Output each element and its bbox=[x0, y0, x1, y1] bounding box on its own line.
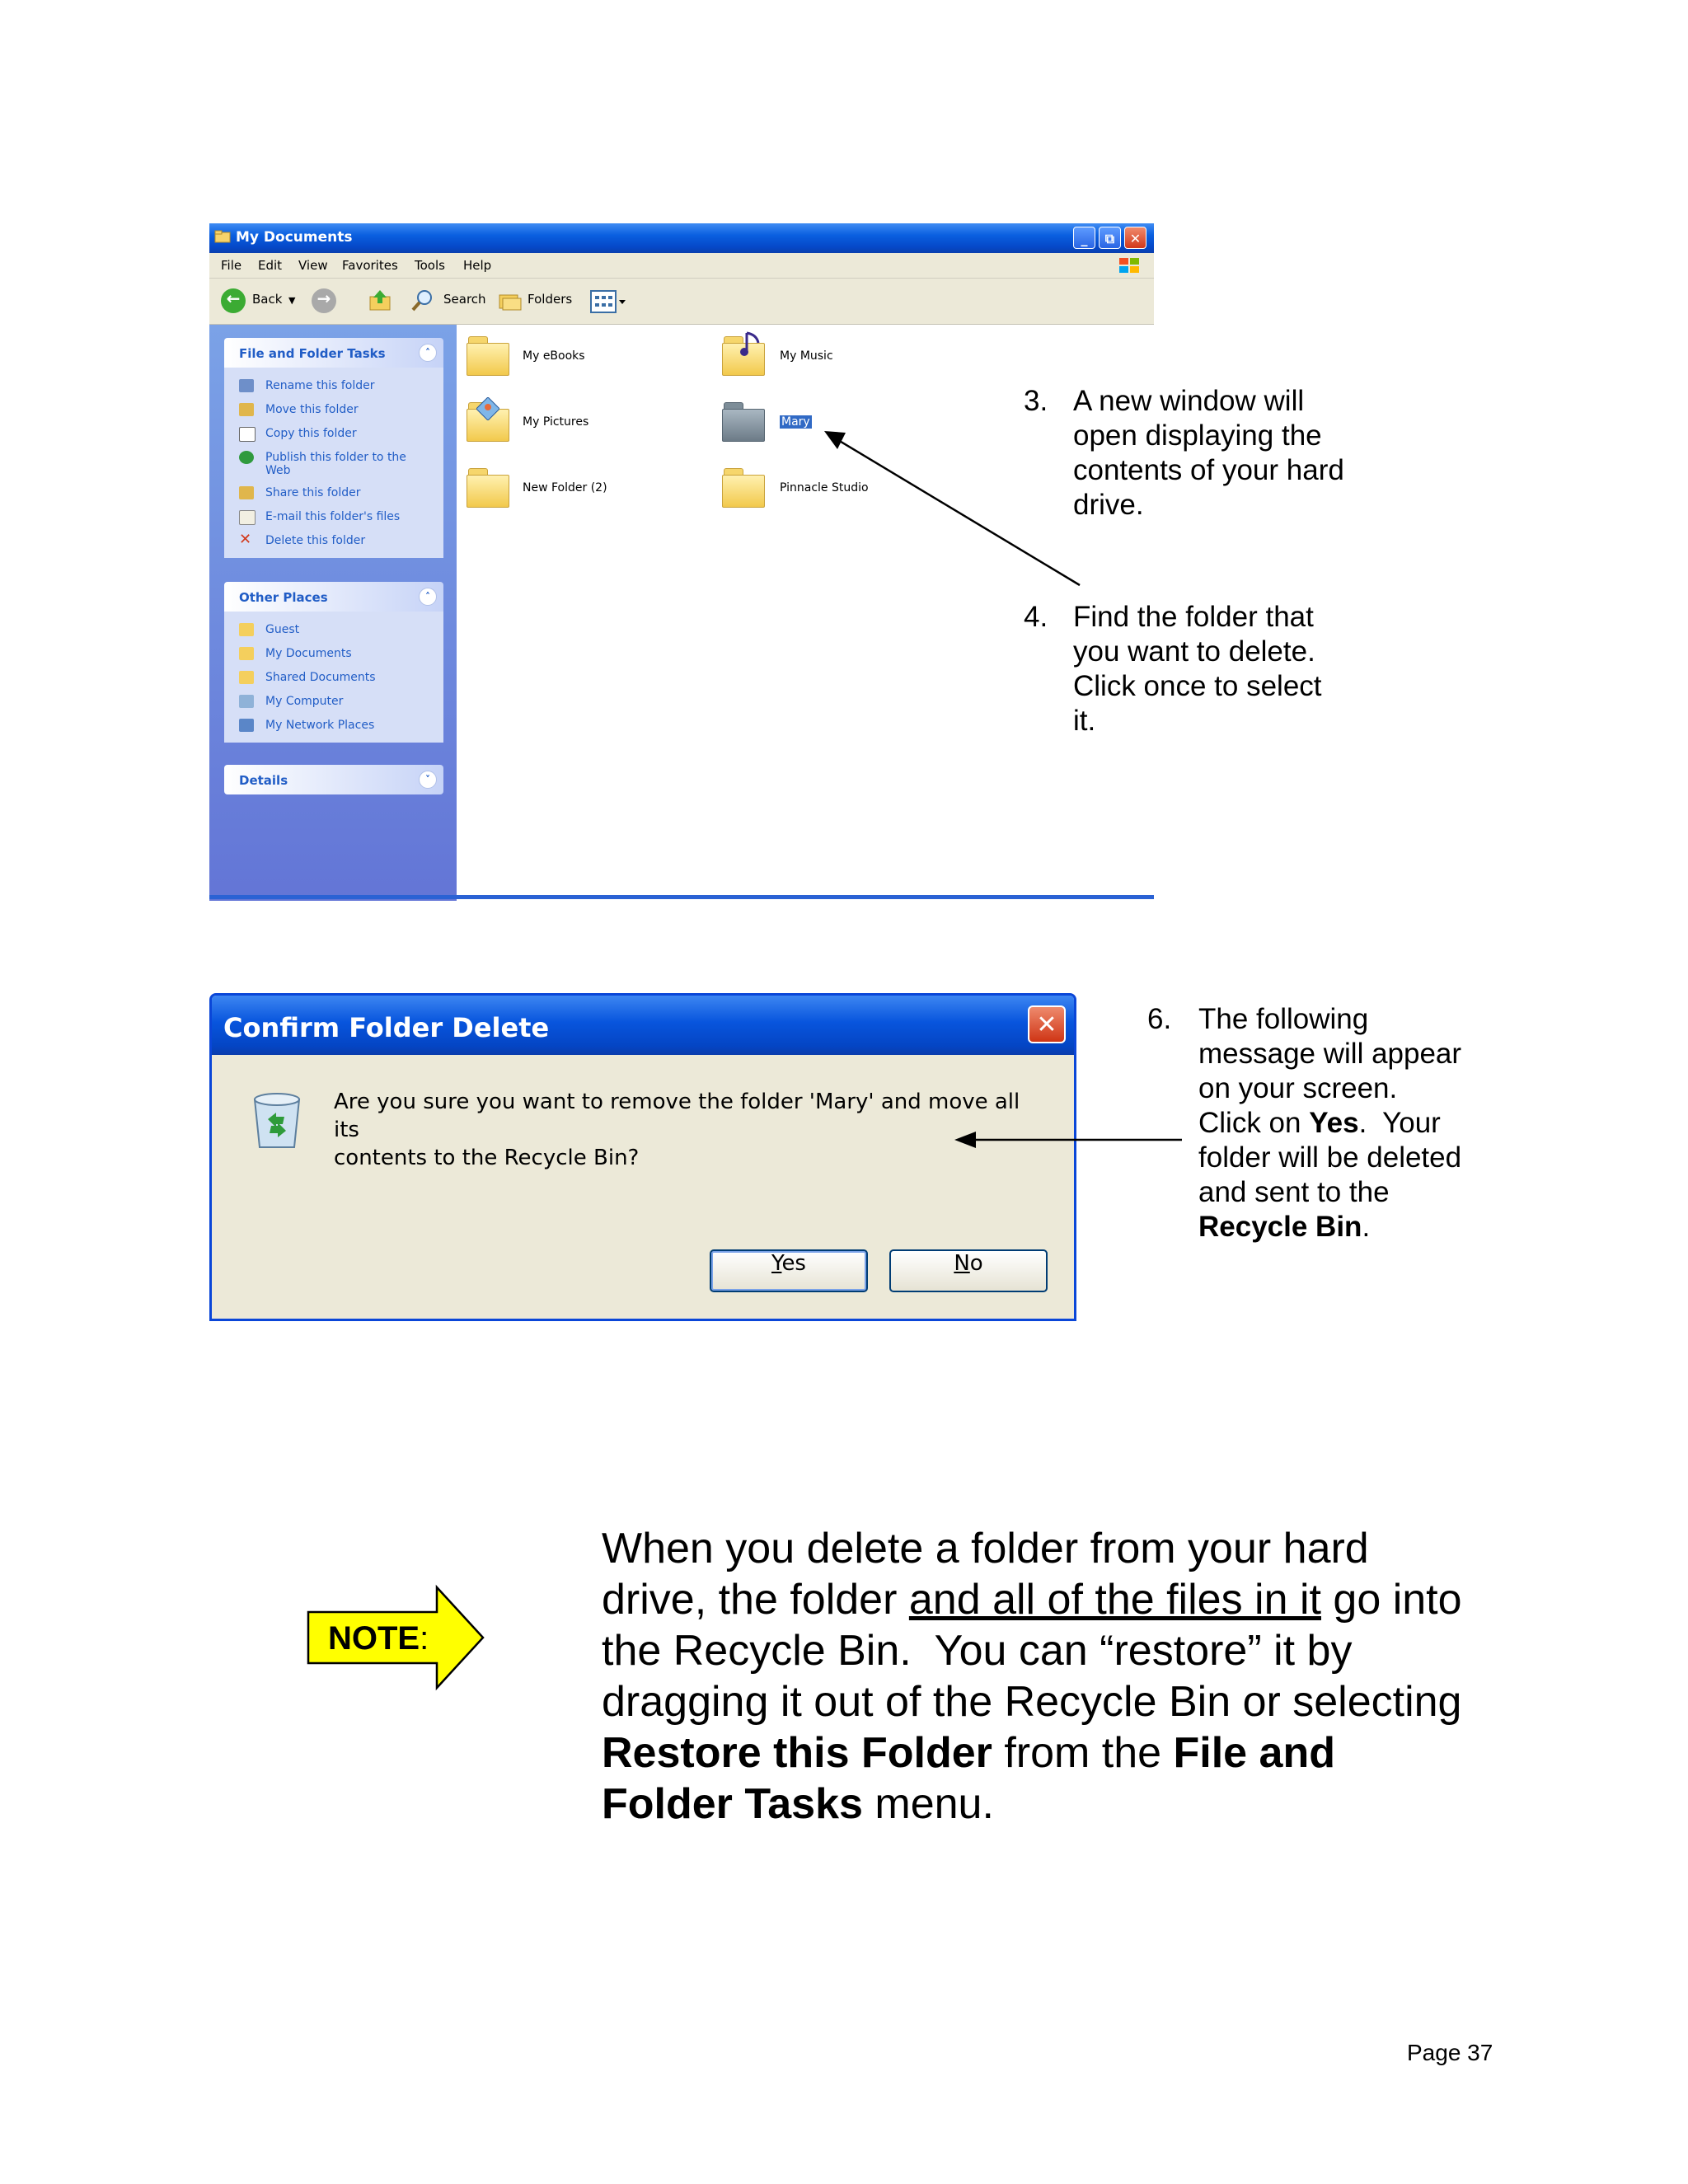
folder-label-new-folder-2[interactable]: New Folder (2) bbox=[523, 481, 607, 494]
title-bar bbox=[209, 223, 1154, 253]
folders-button[interactable]: Folders bbox=[528, 292, 573, 307]
task-publish-folder[interactable]: Publish this folder to the Web bbox=[224, 446, 443, 481]
network-icon bbox=[239, 719, 254, 732]
step-4-line-4: it. bbox=[1073, 705, 1096, 737]
note-label: NOTE: bbox=[328, 1620, 429, 1657]
dialog-title-bar bbox=[212, 996, 1074, 1055]
views-icon[interactable] bbox=[590, 290, 626, 313]
folder-icon[interactable] bbox=[465, 468, 511, 508]
task-move-folder[interactable]: Move this folder bbox=[224, 398, 443, 422]
email-icon bbox=[239, 510, 256, 525]
folder-label-my-music[interactable]: My Music bbox=[780, 349, 833, 363]
other-places-header[interactable] bbox=[224, 582, 443, 612]
menu-edit[interactable]: Edit bbox=[258, 258, 283, 273]
window-title: My Documents bbox=[236, 229, 353, 246]
step-3-line-2: open displaying the bbox=[1073, 419, 1322, 452]
folder-icon bbox=[239, 623, 254, 636]
place-my-network-places[interactable]: My Network Places bbox=[224, 714, 443, 738]
back-button[interactable]: Back bbox=[252, 292, 283, 307]
menu-bar bbox=[209, 253, 1154, 279]
computer-icon bbox=[239, 695, 254, 708]
copy-icon bbox=[239, 427, 256, 442]
no-button[interactable] bbox=[889, 1249, 1048, 1292]
folder-icon bbox=[239, 647, 254, 660]
other-places-heading: Other Places bbox=[239, 590, 328, 605]
back-dropdown-icon[interactable]: ▼ bbox=[288, 295, 296, 306]
folder-label-my-ebooks[interactable]: My eBooks bbox=[523, 349, 585, 363]
pictures-folder-icon[interactable] bbox=[465, 402, 511, 442]
details-heading: Details bbox=[239, 773, 288, 788]
menu-view[interactable]: View bbox=[298, 258, 328, 273]
yes-label-rest: es bbox=[781, 1251, 806, 1276]
yes-button[interactable] bbox=[710, 1249, 868, 1292]
search-button[interactable]: Search bbox=[443, 292, 486, 307]
note-text: When you delete a folder from your hard drive, the folder and all of the files in it go into the Recycle Bin. You can “restore” it by dragging it out of the Recycle Bin or selecting Restore this Folder from the File and Folder Tasks menu. bbox=[602, 1525, 1474, 1828]
file-folder-tasks-heading: File and Folder Tasks bbox=[239, 346, 386, 361]
yes-mnemonic: Y bbox=[771, 1251, 782, 1276]
selected-folder-icon[interactable] bbox=[720, 402, 767, 442]
music-folder-icon[interactable] bbox=[720, 336, 767, 376]
toolbar bbox=[209, 279, 1154, 325]
window-bottom-edge bbox=[209, 895, 1154, 899]
step-6-number: 6. bbox=[1147, 1003, 1172, 1035]
windows-logo-icon bbox=[1118, 256, 1141, 274]
step-6-line-1: The following bbox=[1198, 1003, 1369, 1035]
dialog-close-button[interactable]: ✕ bbox=[1028, 1005, 1066, 1043]
step-3-line-3: contents of your hard bbox=[1073, 454, 1344, 486]
task-delete-folder[interactable]: ✕ Delete this folder bbox=[239, 531, 366, 548]
step-6-line-2: message will appear bbox=[1198, 1038, 1462, 1070]
step-6-line-3: on your screen. bbox=[1198, 1072, 1398, 1104]
close-button[interactable]: ✕ bbox=[1124, 227, 1146, 249]
task-copy-folder[interactable]: Copy this folder bbox=[224, 422, 443, 446]
move-icon bbox=[239, 403, 254, 416]
task-rename-folder[interactable]: Rename this folder bbox=[224, 374, 443, 398]
step-4-number: 4. bbox=[1024, 601, 1048, 633]
forward-icon[interactable]: → bbox=[312, 288, 336, 313]
place-shared-documents[interactable]: Shared Documents bbox=[224, 666, 443, 690]
task-pane bbox=[209, 325, 457, 901]
step-6-line-7: Recycle Bin. bbox=[1198, 1211, 1371, 1243]
step-4 bbox=[1024, 600, 1485, 740]
step-6 bbox=[1147, 1002, 1609, 1249]
menu-help[interactable]: Help bbox=[463, 258, 492, 273]
details-panel bbox=[224, 765, 443, 794]
details-header[interactable] bbox=[224, 765, 443, 794]
dialog-message bbox=[334, 1088, 1026, 1172]
rename-icon bbox=[239, 379, 254, 392]
place-my-documents[interactable]: My Documents bbox=[224, 642, 443, 666]
step-3-line-1: A new window will bbox=[1073, 385, 1305, 417]
folder-icon[interactable] bbox=[720, 468, 767, 508]
step-6-line-6: and sent to the bbox=[1198, 1176, 1390, 1208]
step-3-number: 3. bbox=[1024, 385, 1048, 417]
restore-button[interactable]: ⧉ bbox=[1099, 227, 1121, 249]
place-guest[interactable]: Guest bbox=[224, 618, 443, 642]
folder-icon bbox=[239, 671, 254, 684]
search-icon[interactable] bbox=[410, 288, 435, 313]
dialog-title: Confirm Folder Delete bbox=[223, 1012, 550, 1043]
recycle-bin-icon bbox=[248, 1088, 306, 1151]
task-share-folder[interactable]: Share this folder bbox=[224, 481, 443, 505]
globe-icon bbox=[239, 451, 254, 464]
dialog-message-line-1: Are you sure you want to remove the folder 'Mary' and move all its bbox=[334, 1090, 1020, 1142]
no-mnemonic: N bbox=[954, 1251, 970, 1276]
expand-chevron-icon[interactable]: ˅ bbox=[419, 771, 437, 789]
menu-tools[interactable]: Tools bbox=[415, 258, 445, 273]
other-places-panel bbox=[224, 582, 443, 743]
step-4-line-3: Click once to select bbox=[1073, 670, 1322, 702]
step-6-line-4: Click on Yes. Your bbox=[1198, 1107, 1441, 1139]
collapse-chevron-icon[interactable]: ˄ bbox=[419, 588, 437, 606]
step-4-line-2: you want to delete. bbox=[1073, 635, 1315, 668]
folder-label-my-pictures[interactable]: My Pictures bbox=[523, 415, 589, 429]
share-icon bbox=[239, 486, 254, 499]
place-my-computer[interactable]: My Computer bbox=[224, 690, 443, 714]
back-icon[interactable]: ← bbox=[221, 288, 246, 313]
folder-label-mary-selected[interactable]: Mary bbox=[781, 415, 810, 429]
task-email-files[interactable]: E-mail this folder's files bbox=[224, 505, 443, 529]
menu-favorites[interactable]: Favorites bbox=[342, 258, 398, 273]
step-3 bbox=[1024, 384, 1485, 524]
folders-icon[interactable] bbox=[498, 290, 523, 312]
page-number: Page 37 bbox=[1407, 2040, 1493, 2065]
menu-file[interactable]: File bbox=[221, 258, 242, 273]
minimize-button[interactable]: _ bbox=[1073, 227, 1095, 249]
confirm-folder-delete-dialog bbox=[209, 993, 1076, 1321]
step-3-line-4: drive. bbox=[1073, 489, 1144, 521]
delete-x-icon: ✕ bbox=[239, 531, 252, 548]
dialog-message-line-2: contents to the Recycle Bin? bbox=[334, 1146, 640, 1170]
up-folder-icon[interactable] bbox=[368, 288, 392, 313]
file-folder-tasks-header[interactable] bbox=[224, 338, 443, 368]
folder-label-pinnacle-studio[interactable]: Pinnacle Studio bbox=[780, 481, 869, 494]
folder-icon bbox=[214, 230, 231, 243]
file-folder-tasks-panel bbox=[224, 338, 443, 558]
step-6-line-5: folder will be deleted bbox=[1198, 1141, 1462, 1174]
step-4-line-1: Find the folder that bbox=[1073, 601, 1314, 633]
folder-icon[interactable] bbox=[465, 336, 511, 376]
no-label-rest: o bbox=[969, 1251, 983, 1276]
collapse-chevron-icon[interactable]: ˄ bbox=[419, 344, 437, 362]
